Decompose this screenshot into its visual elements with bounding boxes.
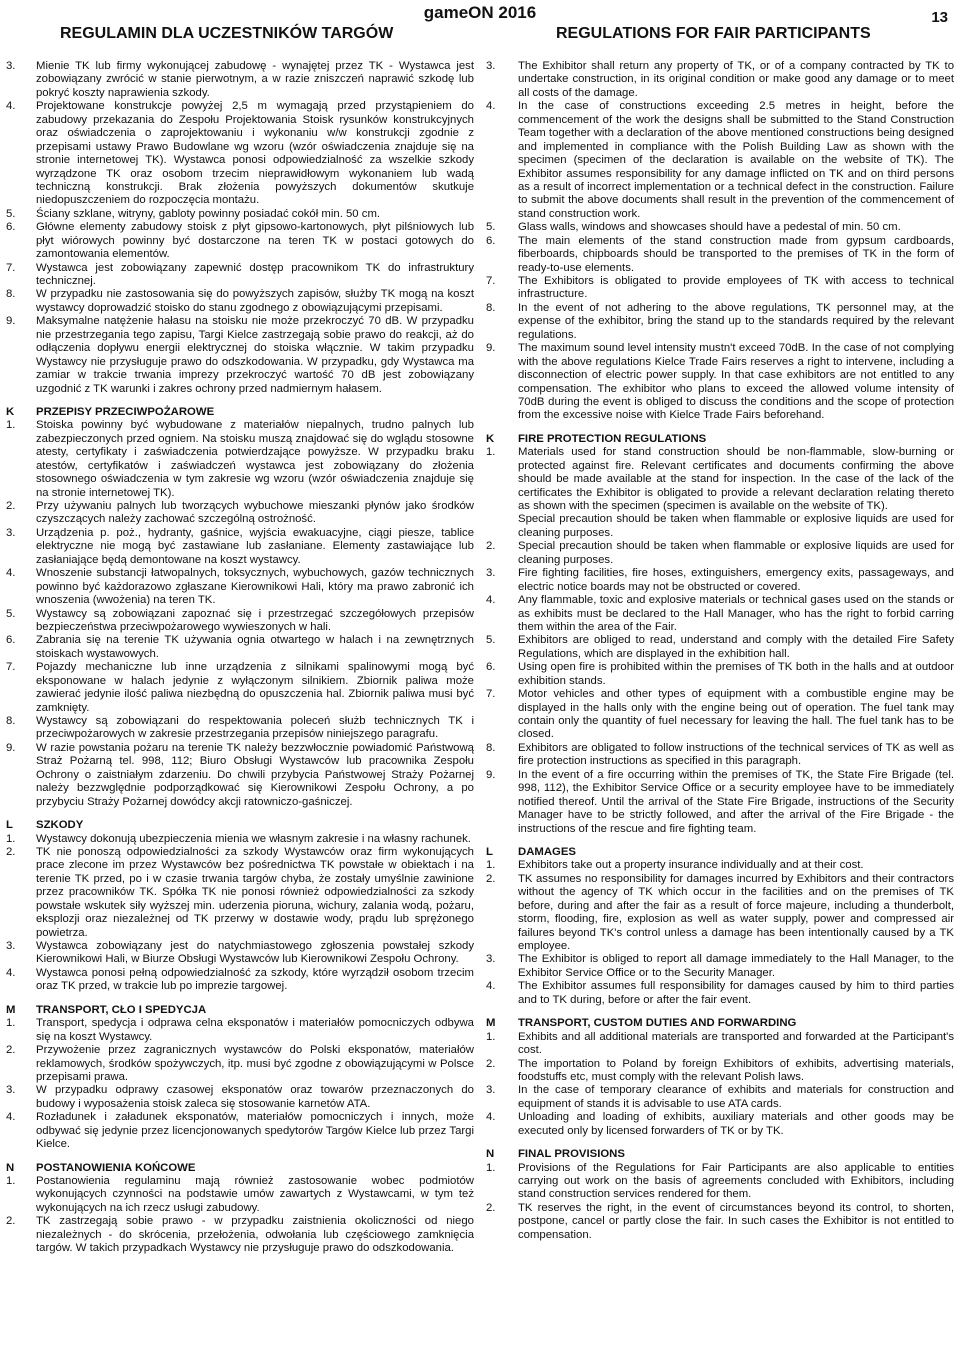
- pl-k-4: 4. Wnoszenie substancji łatwopalnych, toksycznych, wybuchowych, gazów technicznych powinno być każdorazowo zgłaszane Kierownikowi Hali, który ma prawo zabronić ich wnoszenia (wwożenia) na teren TK.: [6, 567, 474, 607]
- en-n-1: 1. Provisions of the Regulations for Fair Participants are also applicable to entities carrying out work on the basis of agreements concluded with Exhibitors, including stand construction services rendered for them.: [486, 1161, 954, 1201]
- pl-section-l: L SZKODY: [6, 819, 84, 832]
- en-m-2: 2. The importation to Poland by foreign Exhibitors of exhibits, advertising materials, foodstuffs etc, must comply with the relevant Polish laws.: [486, 1057, 954, 1083]
- pl-k-1: 1. Stoiska powinny być wybudowane z materiałów niepalnych, trudno palnych lub zabezpieczonych przed ogniem. Na stoisku muszą znajdować się do wglądu stosowne atesty, certyfikaty i zaświadczenia potwierdzające powyższe. W przypadku braku atestów, certyfikatów i zaświadczeń wystawca jest zobowiązany do złożenia stosownego oświadczenia w tym zakresie wg wzoru (wzór oświadczenia znajduje się na stronie internetowej TK).: [6, 419, 474, 499]
- pl-n-1: 1. Postanowienia regulaminu mają również zastosowanie wobec podmiotów wykonujących czynności na podstawie umów zawartych z Wystawcami, w tym też wykonujących na ich rzecz usługi zabudowy.: [6, 1175, 474, 1214]
- en-m-4: 4. Unloading and loading of exhibits, auxiliary materials and other goods may be executed only by licensed forwarders of TK or by TK.: [486, 1111, 954, 1137]
- en-k-2: 2. Special precaution should be taken when flammable or explosive liquids are used for cleaning purposes.: [486, 540, 954, 566]
- pl-l-1: 1. Wystawcy dokonują ubezpieczenia mienia we własnym zakresie i na własny rachunek.: [6, 832, 471, 845]
- en-k-4: 4. Any flammable, toxic and explosive materials or technical gases used on the stands or as exhibits must be declared to the Hall Manager, who has the right to forbid carring them within the area of the Fair.: [486, 594, 954, 633]
- pl-m-2: 2. Przywożenie przez zagranicznych wystawców do Polski eksponatów, materiałów reklamowych, środków spożywczych, itp. musi być zgodne z obowiązującymi w Polsce przepisami prawa.: [6, 1044, 474, 1083]
- pl-m-3: 3. W przypadku odprawy czasowej eksponatów oraz towarów przeznaczonych do budowy i wyposażenia stoisk zaleca się stosowanie karnetów ATA.: [6, 1084, 474, 1110]
- en-k-7: 7. Motor vehicles and other types of equipment with a combustible engine may be displayed in the halls only with the engine being out of operation. The fuel tank may contain only the quantity of fuel necessary for leaving the hall. The fuel tank has to be closed.: [486, 688, 954, 741]
- en-l-4: 4. The Exhibitor assumes full responsibility for damages caused by him to third parties and to TK during, before or after the fair event.: [486, 980, 954, 1006]
- en-item-9: 9. The maximum sound level intensity mustn't exceed 70dB. In the case of not complying with the above regulations Kielce Trade Fairs reserves a right to intervene, including a disconnection of electric power supply. In that case exhibitors are not entitled to any compensation. The exhibitor who plans to exceed the allowed volume intensity of 70dB during the event is obliged to discuss the conditions and the scope of protection from the excessive noise with Kielce Trade Fairs beforehand.: [486, 342, 954, 422]
- pl-section-m: M TRANSPORT, CŁO I SPEDYCJA: [6, 1003, 207, 1016]
- pl-k-9: 9. W razie powstania pożaru na terenie TK należy bezzwłocznie powiadomić Państwową Straż Pożarną tel. 998, 112; Biuro Obsługi Wystawców lub pracownika Zespołu Ochrony o zaistniałym zdarzeniu. Do chwili przybycia Państwowej Straży Pożarnej należy bezzwględnie podporządkować się Kierownikowi Zespołu Ochrony, a po przybyciu Straży Pożarnej dowódcy akcji ratowniczo-gaśniczej.: [6, 741, 474, 808]
- pl-l-4: 4. Wystawca ponosi pełną odpowiedzialność za szkody, które wyrządził osobom trzecim oraz TK przed, w trakcie lub po imprezie targowej.: [6, 966, 474, 993]
- header-right: REGULATIONS FOR FAIR PARTICIPANTS: [556, 25, 871, 42]
- en-m-1: 1. Exhibits and all additional materials are transported and forwarded at the Participant's cost.: [486, 1030, 954, 1057]
- en-l-1: 1. Exhibitors take out a property insurance individually and at their cost.: [486, 859, 864, 872]
- en-section-l: L DAMAGES: [486, 845, 576, 858]
- en-item-6: 6. The main elements of the stand construction made from gypsum cardboards, fiberboards, chipboards should be transported to the premises of TK in the form of ready-to-use elements.: [486, 234, 954, 274]
- en-section-k: K FIRE PROTECTION REGULATIONS: [486, 432, 707, 445]
- en-item-5: 5. Glass walls, windows and showcases should have a pedestal of min. 50 cm.: [486, 221, 901, 234]
- pl-item-9: 9. Maksymalne natężenie hałasu na stoisku nie może przekroczyć 70 dB. W przypadku nie przestrzegania tego zapisu, Targi Kielce zastrzegają sobie prawo do reakcji, aż do odłączenia dopływu energii elektrycznej do stoiska włącznie. W takim przypadku Wystawcy nie przysługuje prawo do odszkodowania. W przypadku, gdy Wystawca ma zamiar w trakcie trwania imprezy przekroczyć wartość 70 dB jest zobowiązany uzgodnić z TK warunki i zakres ochrony przed nadmiernym hałasem.: [6, 315, 474, 395]
- en-section-m: M TRANSPORT, CUSTOM DUTIES AND FORWARDING: [486, 1017, 797, 1030]
- pl-m-1: 1. Transport, spedycja i odprawa celna eksponatów i materiałów pomocniczych odbywa się na koszt Wystawcy.: [6, 1017, 474, 1043]
- pl-l-2: 2. TK nie ponoszą odpowiedzialności za szkody Wystawców oraz firm wykonujących prace zlecone im przez Wystawców bez pośrednictwa TK powstałe w obiektach i na terenie TK przed, po i w czasie trwania targów chyba, że zostały umyślnie zawinione przez pracowników TK. Spółka TK nie ponosi również odpowiedzialności za szkody powstałe wskutek siły wyższej min. uderzenia pioruna, wichury, zalania wodą, pożaru, eksplozji oraz niezależnej od TK przerwy w dostawie wody, prądu lub sprężonego powietrza.: [6, 845, 474, 939]
- header-left: REGULAMIN DLA UCZESTNIKÓW TARGÓW: [60, 25, 394, 42]
- polish-column: [6, 60, 474, 1256]
- pl-k-7: 7. Pojazdy mechaniczne lub inne urządzenia z silnikami spalinowymi mogą być eksponowane w halach jedynie z wyłączonym silnikiem. Zbiornik paliwa może zawierać jedynie ilość paliwa niezbędną do opuszczenia hal. Zbiornik paliwa musi być zamknięty.: [6, 661, 474, 714]
- pl-item-6: 6. Główne elementy zabudowy stoisk z płyt gipsowo-kartonowych, płyt pilśniowych lub płyt wiórowych powinny być dostarczone na teren TK w postaci gotowych do zamontowania elementów.: [6, 221, 474, 261]
- en-n-2: 2. TK reserves the right, in the event of circumstances beyond its control, to shorten, postpone, cancel or partly close the fair. In such cases the Exhibitor is not entitled to compensation.: [486, 1201, 954, 1241]
- en-m-3: 3. In the case of temporary clearance of exhibits and materials for construction and equipment of stands it is advisable to use ATA cards.: [486, 1084, 954, 1110]
- pl-item-3: 3. Mienie TK lub firmy wykonującej zabudowę - wynajętej przez TK - Wystawca jest zobowiązany zwrócić w stanie pierwotnym, a w razie zniszczeń naprawić szkodę lub pokryć koszty naprawienia szkody.: [6, 60, 474, 99]
- en-l-2: 2. TK assumes no responsibility for damages incurred by Exhibitors and their contractors without the agency of TK which occur in the facilities and on the premises of TK before, during and after the fair as a result of force majeure, including a thunderbolt, storm, flooding, fire, explosion as well as water supply, power and compressed air failures beyond TK's control unless a damage has been intentionally caused by a TK employee.: [486, 872, 954, 952]
- pl-item-4: 4. Projektowane konstrukcje powyżej 2,5 m wymagają przed przystąpieniem do zabudowy przekazania do Zespołu Projektowania Stoisk rysunków konstrukcyjnych oraz oświadczenia o zaprojektowaniu i wykonaniu w/w konstrukcji zgodnie z przepisami ustawy Prawo Budowlane wg wzoru (wzór oświadczenia znajduje się na stronie internetowej TK). Wystawca ponosi odpowiedzialność za wszelkie szkody wyrządzone TK oraz osobom trzecim nieprawidłowym wykonaniem lub wadą techniczną konstrukcji. Brak złożenia powyższych dokumentów skutkuje niedopuszczeniem do rozpoczęcia montażu.: [6, 100, 474, 207]
- pl-section-k: K PRZEPISY PRZECIWPOŻAROWE: [6, 405, 215, 418]
- pl-item-7: 7. Wystawca jest zobowiązany zapewnić dostęp pracownikom TK do infrastruktury technicznej.: [6, 261, 474, 287]
- english-column: [486, 60, 954, 1242]
- en-item-8: 8. In the event of not adhering to the above regulations, TK personnel may, at the expense of the exhibitor, bring the stand up to the standards required by the relevant regulations.: [486, 301, 954, 341]
- en-section-n: N FINAL PROVISIONS: [486, 1148, 625, 1161]
- pl-l-3: 3. Wystawca zobowiązany jest do natychmiastowego zgłoszenia powstałej szkody Kierownikowi Hali, w Biurze Obsługi Wystawców lub Kierownikowi Zespołu Ochrony.: [6, 940, 474, 966]
- en-k-9: 9. In the event of a fire occurring within the premises of TK, the State Fire Brigade (tel. 998, 112), the Exhibitor Service Office or a security employee have to be immediately notified thereof. Until the arrival of the State Fire Brigade, instructions of the Security Manager have to be strictly followed, and after the arrival of the Fire Brigade - the instructions of the rescue and fire fighting team.: [486, 768, 954, 835]
- pl-k-2: 2. Przy używaniu palnych lub tworzących wybuchowe mieszanki płynów jako środków czyszczących należy zachować szczególną ostrożność.: [6, 500, 474, 526]
- pl-m-4: 4. Rozładunek i załadunek eksponatów, materiałów pomocniczych i innych, może odbywać się jedynie przez licencjonowanych spedytorów Targów Kielce lub przez Targi Kielce.: [6, 1111, 474, 1151]
- en-k-3: 3. Fire fighting facilities, fire hoses, extinguishers, emergency exits, passageways, and electric notice boards may not be obstructed or covered.: [486, 567, 954, 593]
- en-item-3: 3. The Exhibitor shall return any property of TK, or of a company contracted by TK to undertake construction, in its original condition or make good any damage or to meet all costs of the damage.: [486, 60, 954, 99]
- pl-item-8: 8. W przypadku nie zastosowania się do powyższych zapisów, służby TK mogą na koszt wystawcy doprowadzić stoisko do stanu zgodnego z obowiązującymi przepisami.: [6, 288, 474, 314]
- en-k-8: 8. Exhibitors are obligated to follow instructions of the technical services of TK as well as fire protection instructions as specified in this paragraph.: [486, 741, 954, 768]
- en-k-1-note: Special precaution should be taken when flammable or explosive liquids are used for cleaning purposes.: [518, 513, 954, 539]
- en-k-1: 1. Materials used for stand construction should be non-flammable, slow-burning or protected against fire. Relevant certificates and documents confirming the above should be made available at the stand for inspection. In the case of the lack of the certificates the Exhibitor is obligated to provide a relevant declaration relating thereto as shown with the specimen (specimen is available on the website of TK).: [486, 446, 954, 512]
- pl-k-5: 5. Wystawcy są zobowiązani zapoznać się i przestrzegać szczegółowych przepisów bezpieczeństwa przeciwpożarowego wywieszonych w hali.: [6, 607, 474, 633]
- pl-item-5: 5. Ściany szklane, witryny, gabloty powinny posiadać cokół min. 50 cm.: [6, 207, 381, 220]
- pl-n-2: 2. TK zastrzegają sobie prawo - w przypadku zaistnienia okoliczności od niego niezależnych - do skrócenia, przełożenia, odwołania lub częściowego zamknięcia targów. W takich przypadkach Wystawcy nie przysługuje prawo do odszkodowania.: [6, 1215, 474, 1255]
- pl-k-8: 8. Wystawcy są zobowiązani do respektowania poleceń służb technicznych TK i przeciwpożarowych w zakresie przestrzegania przepisów niniejszego paragrafu.: [6, 715, 474, 741]
- brand-title: gameON 2016: [423, 3, 537, 22]
- en-k-6: 6. Using open fire is prohibited within the premises of TK both in the halls and at outdoor exhibition stands.: [486, 661, 954, 687]
- pl-k-6: 6. Zabrania się na terenie TK używania ognia otwartego w halach i na zewnętrznych stoiskach wystawowych.: [6, 634, 474, 660]
- en-item-4: 4. In the case of constructions exceeding 2.5 metres in height, before the commencement of the work the designs shall be submitted to the Stand Construction Team together with a declaration of the above mentioned constructions being designed and implemented in compliance with the Polish Building Law as shown with the specimen (specimen of the declaration is available on the website of TK). The Exhibitor assumes responsibility for any damage inflicted on TK and on third persons as a result of incorrect implementation or a technical defect in the construction. Failure to submit the above documents shall result in the prevention of the commencement of stand construction work.: [486, 100, 954, 220]
- page-number: 13: [931, 9, 948, 26]
- en-l-3: 3. The Exhibitor is obliged to report all damage immediately to the Hall Manager, to the Exhibitor Service Office or to the Security Manager.: [486, 953, 954, 979]
- pl-section-n: N POSTANOWIENIA KOŃCOWE: [6, 1161, 196, 1174]
- en-item-7: 7. The Exhibitors is obligated to provide employees of TK with access to technical infrastructure.: [486, 275, 954, 301]
- en-k-5: 5. Exhibitors are obliged to read, understand and comply with the detailed Fire Safety Regulations, which are displayed in the exhibition hall.: [486, 634, 954, 660]
- pl-k-3: 3. Urządzenia p. poż., hydranty, gaśnice, wyjścia ewakuacyjne, ciągi piesze, tablice elektryczne nie mogą być zastawiane lub zasłaniane. Elementy zastawiające lub zasłaniające będą demontowane na koszt wystawcy.: [6, 526, 474, 566]
